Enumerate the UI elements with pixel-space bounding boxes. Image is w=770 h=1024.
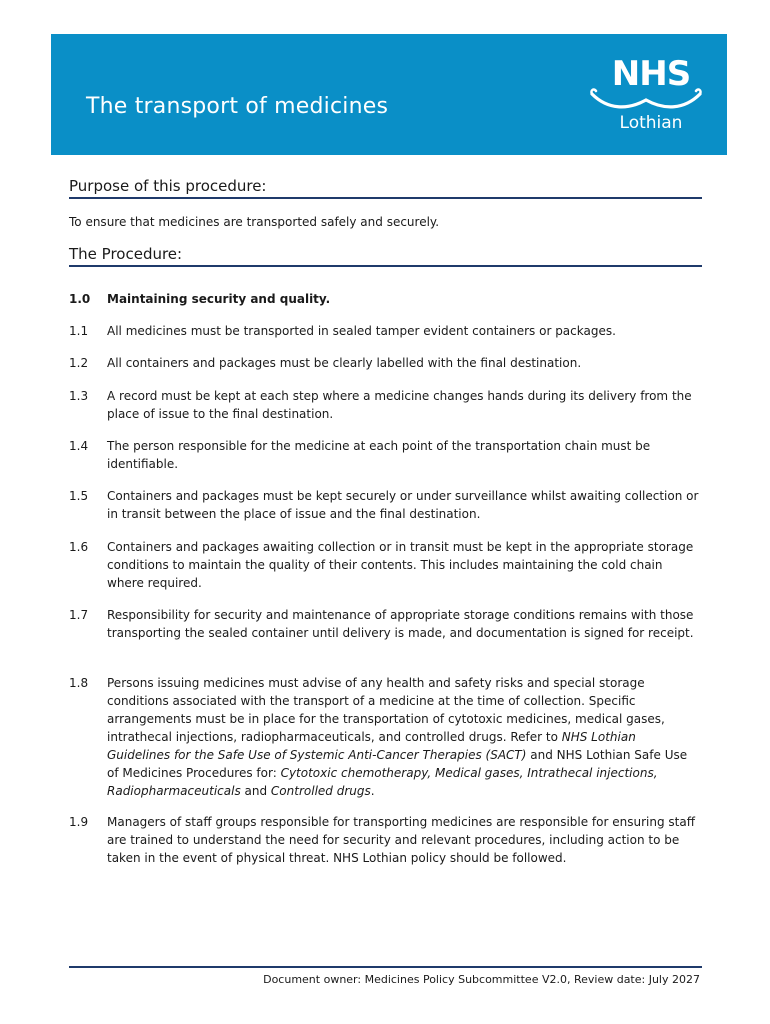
- item-text: The person responsible for the medicine at each point of the transportation chain must be identifiable.: [107, 439, 651, 471]
- purpose-divider: [69, 197, 702, 199]
- item-text-part: and NHS Lothian Safe Use of Medicines Procedures for:: [107, 748, 688, 780]
- item-number: 1.9: [69, 815, 89, 829]
- item-number: 1.3: [69, 389, 89, 403]
- procedures-list-reference: Cytotoxic chemotherapy, Medical gases, Intrathecal injections, Radiopharmaceuticals: [107, 766, 658, 798]
- item-text-part: Persons issuing medicines must advise of any health and safety risks and special storage conditions associated with the transport of a medicine at the time of collection. Specific arrangements must be in place for the transportation of cytotoxic medicines, medical gases, intrathecal injections, radiopharmaceuticals, and controlled drugs. Refer to: [107, 676, 665, 744]
- header-banner: [51, 34, 727, 155]
- item-text: A record must be kept at each step where a medicine changes hands during its delivery from the place of issue to the final destination.: [107, 389, 692, 421]
- item-text: All containers and packages must be clearly labelled with the final destination.: [107, 356, 582, 370]
- item-number: 1.1: [69, 324, 89, 338]
- controlled-drugs-reference: Controlled drugs: [270, 784, 371, 798]
- item-text-part: and: [240, 784, 271, 798]
- procedure-heading: The Procedure:: [69, 245, 183, 263]
- item-text: [107, 674, 699, 800]
- item-text: Responsibility for security and maintenance of appropriate storage conditions remains with those transporting the sealed container until delivery is made, and documentation is signed for receipt.: [107, 608, 694, 640]
- item-number: 1.5: [69, 489, 89, 503]
- footer-divider: [69, 966, 702, 968]
- item-number: 1.4: [69, 439, 89, 453]
- item-text: Managers of staff groups responsible for transporting medicines are responsible for ensuring staff are trained to understand the need for security and relevant procedures, including action to be taken in the event of physical threat. NHS Lothian policy should be followed.: [107, 815, 695, 865]
- purpose-text: To ensure that medicines are transported safely and securely.: [69, 215, 440, 229]
- procedure-divider: [69, 265, 702, 267]
- nhs-lothian-logo: [586, 54, 706, 154]
- page-title: The transport of medicines: [86, 94, 389, 119]
- item-number: 1.2: [69, 356, 89, 370]
- purpose-heading: Purpose of this procedure:: [69, 177, 267, 195]
- item-number: 1.8: [69, 676, 89, 690]
- item-number: 1.7: [69, 608, 89, 622]
- item-text: Maintaining security and quality.: [107, 292, 331, 306]
- item-number: 1.6: [69, 540, 89, 554]
- item-text: Containers and packages must be kept securely or under surveillance whilst awaiting collection or in transit between the place of issue and the final destination.: [107, 489, 699, 521]
- item-text-part: .: [370, 784, 375, 798]
- item-text: All medicines must be transported in sealed tamper evident containers or packages.: [107, 324, 616, 338]
- item-text: Containers and packages awaiting collection or in transit must be kept in the appropriate storage conditions to maintain the quality of their contents. This includes maintaining the cold chain where required.: [107, 540, 694, 590]
- sact-guidelines-reference: NHS Lothian Guidelines for the Safe Use of Systemic Anti-Cancer Therapies (SACT): [107, 730, 636, 762]
- logo-lothian-text: Lothian: [619, 113, 683, 133]
- footer-text: Document owner: Medicines Policy Subcommittee V2.0, Review date: July 2027: [263, 973, 700, 986]
- wave-icon: [588, 88, 704, 114]
- logo-nhs-text: NHS: [611, 54, 691, 94]
- item-number: 1.0: [69, 292, 91, 306]
